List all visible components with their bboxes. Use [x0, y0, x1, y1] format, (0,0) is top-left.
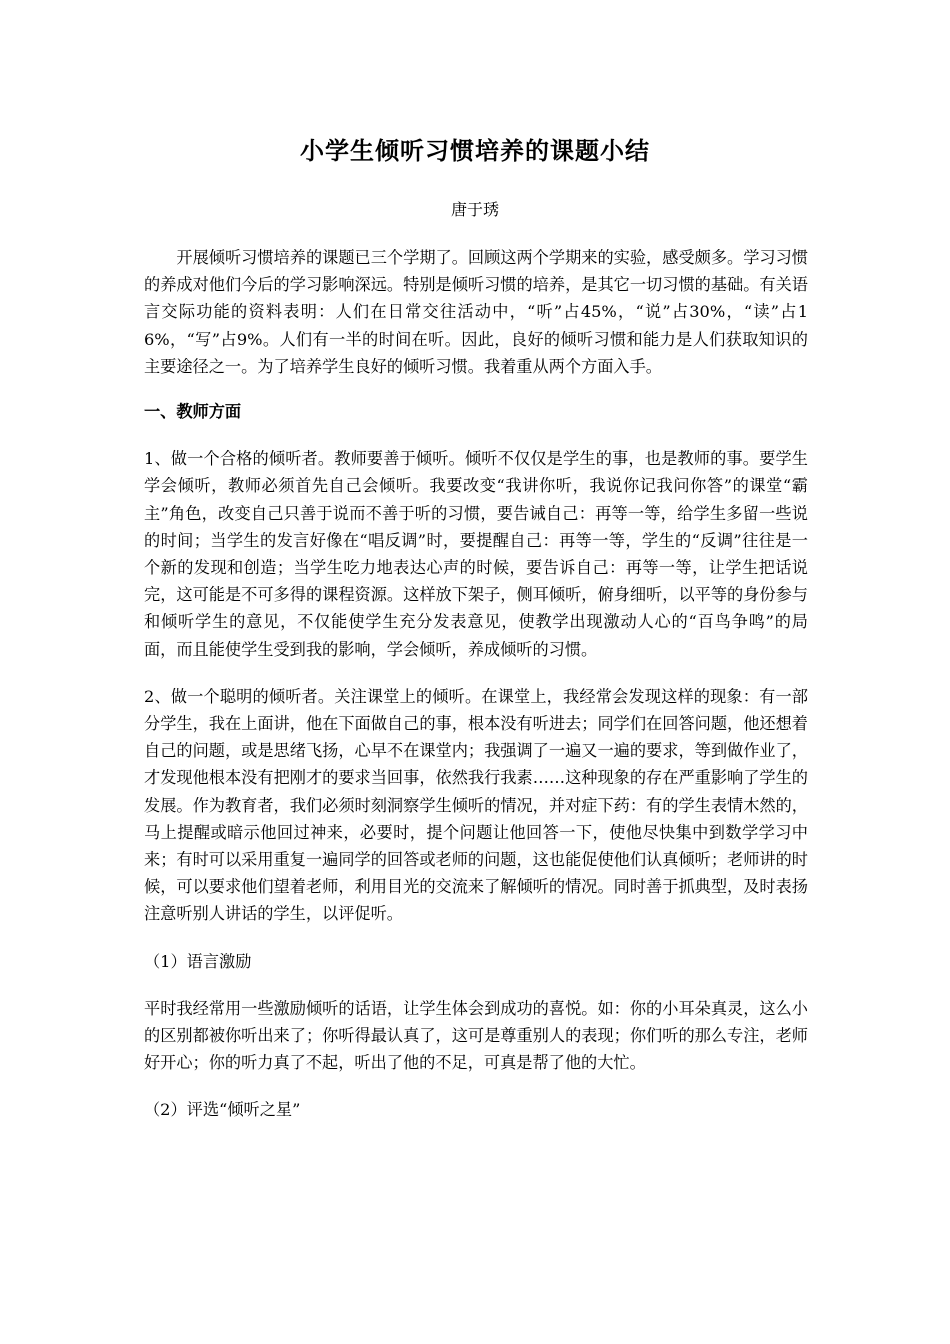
language-motivation-paragraph: 平时我经常用一些激励倾听的话语，让学生体会到成功的喜悦。如：你的小耳朵真灵，这么小的区别都被你听出来了；你听得最认真了，这可是尊重别人的表现；你们听的那么专注，老师好开心；你的听力真了不起，听出了他的不足，可真是帮了他的大忙。 [144, 998, 808, 1073]
subheading-language-motivation: （1）语言激励 [144, 951, 252, 971]
subheading-listening-star: （2）评选“倾听之星” [144, 1100, 301, 1120]
document-body [144, 244, 808, 1124]
document-author: 唐于琇 [450, 200, 499, 219]
section-heading-teacher: 一、教师方面 [144, 402, 242, 422]
document-title: 小学生倾听习惯培养的课题小结 [300, 136, 650, 165]
item-paragraph-1: 1、做一个合格的倾听者。教师要善于倾听。倾听不仅仅是学生的事，也是教师的事。要学生学会倾听，教师必须首先自己会倾听。我要改变“我讲你听，我说你记我问你答”的课堂“霸主”角色，改变自己只善于说而不善于听的习惯，要告诫自己：再等一等，给学生多留一些说的时间；当学生的发言好像在“唱反调”时，要提醒自己：再等一等，学生的“反调”往往是一个新的发现和创造；当学生吃力地表达心声的时候，要告诉自己：再等一等，让学生把话说完，这可能是不可多得的课程资源。这样放下架子，侧耳倾听，俯身细听，以平等的身份参与和倾听学生的意见，不仅能使学生充分发表意见，使教学出现激动人心的“百鸟争鸣”的局面，而且能使学生受到我的影响，学会倾听，养成倾听的习惯。 [144, 449, 808, 659]
item-paragraph-2: 2、做一个聪明的倾听者。关注课堂上的倾听。在课堂上，我经常会发现这样的现象：有一部分学生，我在上面讲，他在下面做自己的事，根本没有听进去；同学们在回答问题，他还想着自己的问题，或是思绪飞扬，心早不在课堂内；我强调了一遍又一遍的要求，等到做作业了，才发现他根本没有把刚才的要求当回事，依然我行我素……这种现象的存在严重影响了学生的发展。作为教育者，我们必须时刻洞察学生倾听的情况，并对症下药：有的学生表情木然的，马上提醒或暗示他回过神来，必要时，提个问题让他回答一下，使他尽快集中到数学学习中来；有时可以采用重复一遍同学的回答或老师的问题，这也能促使他们认真倾听；老师讲的时候，可以要求他们望着老师，利用目光的交流来了解倾听的情况。同时善于抓典型，及时表扬注意听别人讲话的学生，以评促听。 [144, 686, 808, 924]
intro-paragraph: 开展倾听习惯培养的课题已三个学期了。回顾这两个学期来的实验，感受颇多。学习习惯的养成对他们今后的学习影响深远。特别是倾听习惯的培养，是其它一切习惯的基础。有关语言交际功能的资料表明：人们在日常交往活动中，“听”占45%，“说”占30%，“读”占16%，“写”占9%。人们有一半的时间在听。因此，良好的倾听习惯和能力是人们获取知识的主要途径之一。为了培养学生良好的倾听习惯。我着重从两个方面入手。 [144, 248, 808, 376]
